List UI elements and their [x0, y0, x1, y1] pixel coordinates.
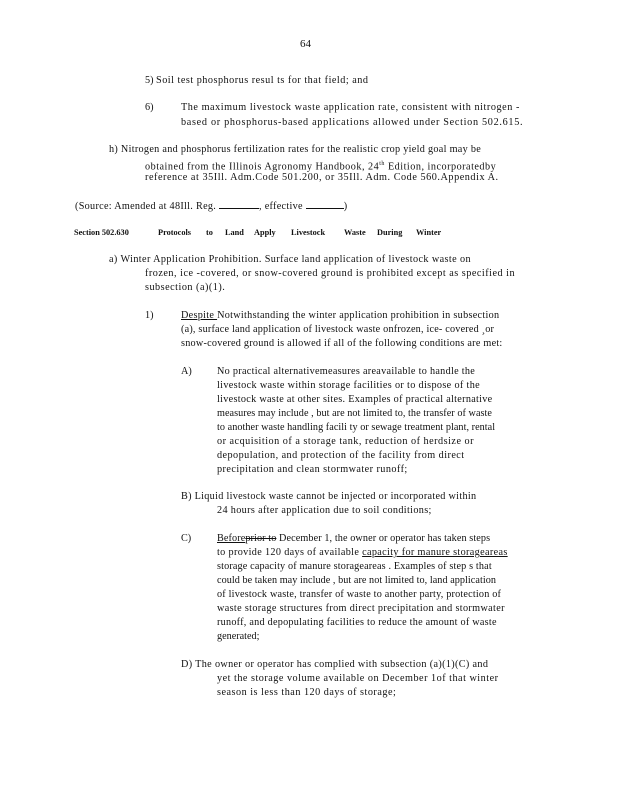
- item-B-line: B) Liquid livestock waste cannot be injected or incorporated within: [181, 491, 477, 502]
- inserted-text: capacity for manure storageareas: [362, 547, 508, 558]
- section-word: Land: [225, 228, 244, 237]
- item-A-line: livestock waste within storage facilities or to dispose of the: [217, 380, 481, 391]
- item-B-line: 24 hours after application due to soil conditions;: [217, 505, 432, 516]
- source-mid: , effective: [259, 201, 303, 212]
- item-C-line: waste storage structures from direct precipitation and stormwater: [217, 603, 505, 614]
- inserted-text: Before: [217, 533, 246, 544]
- item-C-text: to provide 120 days of available: [217, 547, 363, 558]
- item-5: [145, 75, 368, 87]
- section-word: During: [377, 228, 403, 237]
- amended-text: Despite: [181, 310, 218, 321]
- para-a-line: subsection (a)(1).: [145, 282, 226, 293]
- section-number: Section 502.630: [74, 228, 129, 237]
- item-C-line: could be taken may include , but are not limited to, land application: [217, 575, 496, 586]
- item-C-line: runoff, and depopulating facilities to reduce the amount of waste: [217, 617, 497, 628]
- source-note: [75, 198, 347, 213]
- para-h-line: h) Nitrogen and phosphorus fertilization rates for the realistic crop yield goal may be: [109, 144, 482, 155]
- source-suffix: ): [343, 201, 348, 212]
- item-A-label: A): [181, 366, 192, 377]
- item-C-label: C): [181, 533, 192, 544]
- section-word: Apply: [254, 228, 276, 237]
- item-1-line: snow-covered ground is allowed if all of the following conditions are met:: [181, 338, 503, 349]
- item-text: Soil test phosphorus resul ts for that field; and: [156, 75, 369, 86]
- item-6-line: The maximum livestock waste application rate, consistent with nitrogen -: [181, 102, 520, 113]
- source-prefix: (Source: Amended at 48Ill. Reg.: [75, 201, 217, 212]
- section-word: Livestock: [291, 228, 326, 237]
- page-number: 64: [300, 38, 311, 50]
- item-D-line: D) The owner or operator has complied with subsection (a)(1)(C) and: [181, 659, 489, 670]
- item-1-number: 1): [145, 310, 154, 321]
- item-1-line: (a), surface land application of livestock waste onfrozen, ice- covered ¸or: [181, 324, 495, 335]
- para-h-text: Edition, incorporatedby: [384, 161, 497, 173]
- section-word: to: [206, 228, 213, 237]
- item-C-line: of livestock waste, transfer of waste to another party, protection of: [217, 589, 502, 600]
- item-A-line: precipitation and clean stormwater runoff;: [217, 464, 408, 475]
- para-h-text: obtained from the Illinois Agronomy Handbook, 24: [145, 161, 380, 173]
- item-A-line: depopulation, and protection of the facility from direct: [217, 450, 465, 461]
- item-A-line: No practical alternativemeasures areavailable to handle the: [217, 366, 476, 377]
- para-h-line: reference at 35Ill. Adm.Code 501.200, or 35Ill. Adm. Code 560.Appendix A.: [145, 172, 499, 183]
- deleted-text: prior to: [245, 533, 277, 544]
- item-1-line: [181, 310, 499, 322]
- item-6-line: based or phosphorus-based applications allowed under Section 502.615.: [181, 117, 524, 128]
- item-D-line: yet the storage volume available on December 1of that winter: [217, 673, 499, 684]
- item-A-line: measures may include , but are not limited to, the transfer of waste: [217, 408, 492, 419]
- item-number: 5): [145, 75, 154, 86]
- item-C-line: [217, 547, 508, 559]
- item-1-text: Notwithstanding the winter application prohibition in subsection: [217, 310, 500, 321]
- section-word: Winter: [416, 228, 442, 237]
- item-C-line: generated;: [217, 631, 260, 642]
- para-a-line: frozen, ice -covered, or snow-covered ground is prohibited except as specified in: [145, 268, 516, 279]
- section-word: Protocols: [158, 228, 192, 237]
- item-A-line: or acquisition of a storage tank, reduction of herdsize or: [217, 436, 475, 447]
- item-C-line: storage capacity of manure storageareas . Examples of step s that: [217, 561, 492, 572]
- effective-blank: [306, 198, 344, 209]
- item-C-text: December 1, the owner or operator has taken steps: [276, 533, 491, 544]
- item-6-number: 6): [145, 102, 154, 113]
- item-C-line: [217, 533, 490, 545]
- item-A-line: livestock waste at other sites. Examples of practical alternative: [217, 394, 493, 405]
- section-word: Waste: [344, 228, 366, 237]
- register-blank: [219, 198, 259, 209]
- item-D-line: season is less than 120 days of storage;: [217, 687, 397, 698]
- superscript: th: [379, 161, 385, 167]
- para-a-line: a) Winter Application Prohibition. Surface land application of livestock waste on: [109, 254, 471, 265]
- item-A-line: to another waste handling facili ty or sewage treatment plant, rental: [217, 422, 496, 433]
